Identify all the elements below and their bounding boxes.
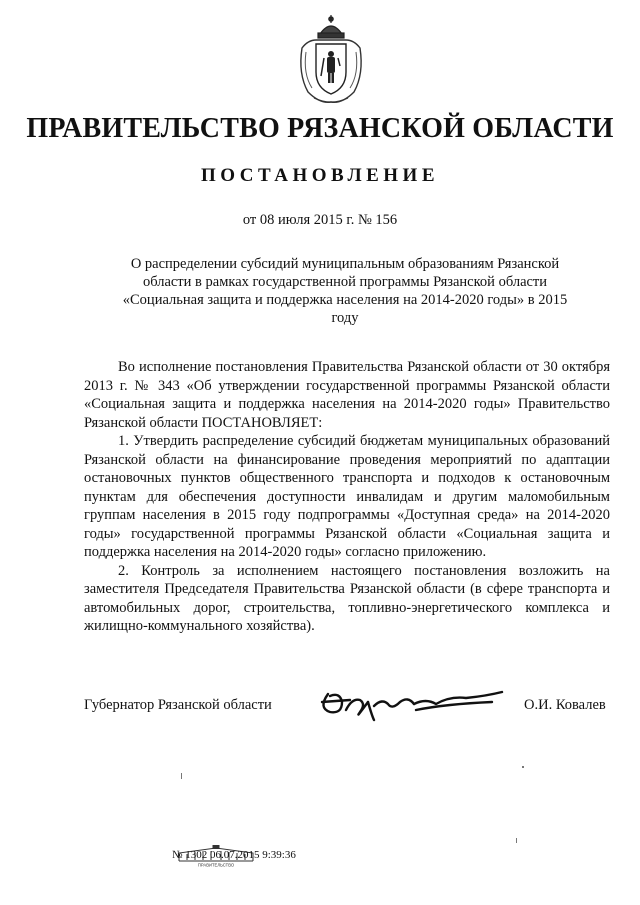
item-2-paragraph: 2. Контроль за исполнением настоящего постановления возложить на заместителя Председателя Правительства Рязанской области (в сфере транспорта и автомобильных дорог, строительства, топливно-энергетического комплекса и жилищно-коммунального хозяйства). <box>84 562 610 634</box>
document-subject: О распределении субсидий муниципальным образованиям Рязанской области в рамках государственной программы Рязанской области «Социальная защита и поддержка населения на 2014-2020 годы» в 2015 году <box>122 256 568 326</box>
handwritten-signature <box>316 682 508 726</box>
item-1-paragraph: 1. Утвердить распределение субсидий бюджетам муниципальных образований Рязанской области на финансирование проведения мероприятий по адаптации остановочных пунктов общественного транспорта и подходов к остановочным пунктам для обеспечения доступности инвалидам и другим маломобильным группам населения в 2015 году подпрограммы «Доступная среда» на 2014-2020 годы» государственной программы Рязанской области «Социальная защита и поддержка населения на 2014-2020 годы» согласно приложению. <box>84 433 610 560</box>
scan-speck <box>181 773 182 779</box>
scan-speck <box>516 838 517 843</box>
document-body <box>84 358 610 636</box>
document-type: ПОСТАНОВЛЕНИЕ <box>200 165 440 186</box>
preamble-paragraph: Во исполнение постановления Правительства Рязанской области от 30 октября 2013 г. № 343 «Об утверждении государственной программы Рязанской области «Социальная защита и поддержка населения на 2014-2020 годы» Правительство Рязанской области ПОСТАНОВЛЯЕТ: <box>84 359 610 431</box>
signatory-name: О.И. Ковалев <box>524 697 606 713</box>
signatory-position: Губернатор Рязанской области <box>84 697 272 713</box>
organization-title: ПРАВИТЕЛЬСТВО РЯЗАНСКОЙ ОБЛАСТИ <box>26 113 614 144</box>
stamp-text: ПРАВИТЕЛЬСТВО <box>197 862 235 867</box>
coat-of-arms-icon <box>294 14 368 106</box>
registration-number: № 1302 06.07.2015 9:39:36 <box>172 849 296 861</box>
scan-speck <box>522 766 524 768</box>
document-date-number: от 08 июля 2015 г. № 156 <box>242 212 398 228</box>
